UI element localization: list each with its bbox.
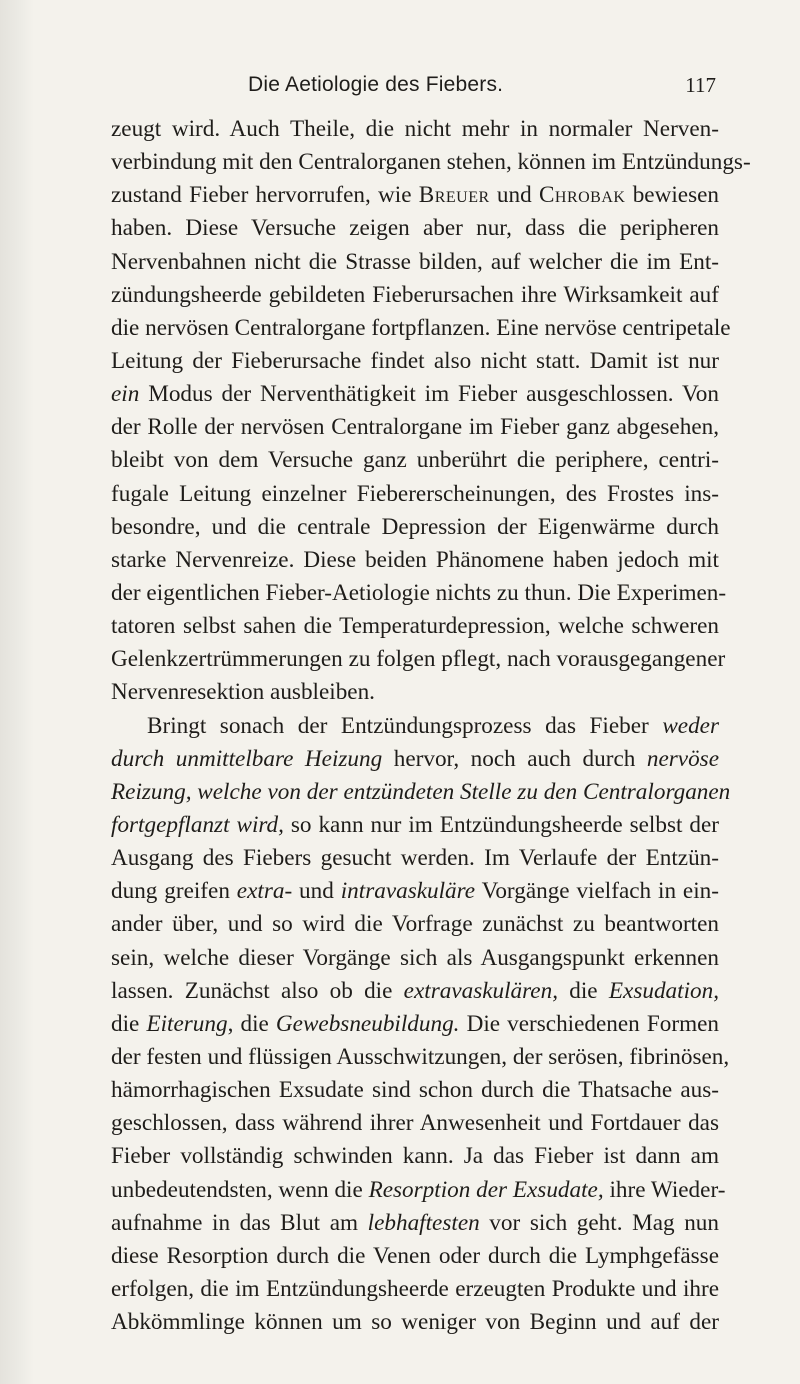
text-line: Ausgang des Fiebers gesucht werden. Im Verlaufe der Entzün- [111, 845, 719, 872]
text-line: zustand Fieber hervorrufen, wie Breuer und Chrobak bewiesen [111, 182, 719, 209]
text-line: dung greifen extra- und intravaskuläre Vorgänge vielfach in ein- [111, 878, 719, 905]
text-line: starke Nervenreize. Diese beiden Phänomene haben jedoch mit [111, 546, 719, 573]
text-line: Abkömmlinge können um so weniger von Beginn und auf der [111, 1309, 719, 1336]
paragraph-start-line: Bringt sonach der Entzündungsprozess das Fieber weder [147, 712, 719, 739]
text-line: der Rolle der nervösen Centralorgane im Fieber ganz abgesehen, [111, 414, 719, 441]
author-name: Chrobak [538, 182, 626, 209]
text-line: bleibt von dem Versuche ganz unberührt die periphere, centri- [111, 447, 719, 474]
text-line: sein, welche dieser Vorgänge sich als Ausgangspunkt erkennen [111, 944, 719, 971]
text-line: die nervösen Centralorgane fortpflanzen. Eine nervöse centripetale [111, 314, 731, 341]
text-line: ein Modus der Nerventhätigkeit im Fieber ausgeschlossen. Von [111, 381, 719, 408]
text-line: fugale Leitung einzelner Fiebererscheinungen, des Frostes ins- [111, 480, 719, 507]
text-line: Nervenresektion ausbleiben. [111, 679, 375, 706]
text-line: tatoren selbst sahen die Temperaturdepression, welche schweren [111, 613, 719, 640]
text-line: der festen und flüssigen Ausschwitzungen, der serösen, fibrinösen, [111, 1043, 730, 1070]
text-line: die Eiterung, die Gewebsneubildung. Die verschiedenen Formen [111, 1010, 720, 1037]
text-line: zeugt wird. Auch Theile, die nicht mehr in normaler Nerven- [111, 116, 719, 142]
text-line: zündungsheerde gebildeten Fieberursachen ihre Wirksamkeit auf [111, 281, 719, 308]
text-line: Nervenbahnen nicht die Strasse bilden, auf welcher die im Ent- [111, 248, 719, 275]
text-line: Reizung, welche von der entzündeten Stelle zu den Centralorganen [111, 778, 731, 805]
running-header [0, 73, 800, 105]
text-line: erfolgen, die im Entzündungsheerde erzeugten Produkte und ihre [111, 1275, 719, 1302]
body-text [111, 113, 751, 1339]
text-line: hämorrhagischen Exsudate sind schon durch die Thatsache aus- [111, 1077, 719, 1104]
running-title: Die Aetiologie des Fiebers. [248, 73, 504, 96]
text-line: diese Resorption durch die Venen oder durch die Lymphgefässe [111, 1242, 719, 1269]
text-line: lassen. Zunächst also ob die extravaskulären, die Exsudation, [111, 977, 720, 1004]
page-number: 117 [685, 73, 716, 97]
text-line: aufnahme in das Blut am lebhaftesten vor sich geht. Mag nun [111, 1209, 719, 1236]
author-name: Breuer [418, 182, 490, 209]
text-line: Fieber vollständig schwinden kann. Ja das Fieber ist dann am [111, 1143, 719, 1170]
page-gutter-shadow [0, 0, 34, 1384]
text-line: haben. Diese Versuche zeigen aber nur, dass die peripheren [111, 215, 719, 242]
text-line: durch unmittelbare Heizung hervor, noch auch durch nervöse [111, 745, 720, 772]
text-line: ander über, und so wird die Vorfrage zunächst zu beantworten [111, 911, 719, 938]
text-line: unbedeutendsten, wenn die Resorption der Exsudate, ihre Wieder- [111, 1176, 726, 1203]
text-line: besondre, und die centrale Depression der Eigenwärme durch [111, 513, 719, 540]
text-line: fortgepflanzt wird, so kann nur im Entzündungsheerde selbst der [111, 811, 719, 838]
text-line: geschlossen, dass während ihrer Anwesenheit und Fortdauer das [111, 1110, 719, 1137]
text-line: verbindung mit den Centralorganen stehen, können im Entzündungs- [111, 149, 751, 176]
text-line: Gelenkzertrümmerungen zu folgen pflegt, nach vorausgegangener [111, 646, 726, 673]
text-line: Leitung der Fieberursache findet also nicht statt. Damit ist nur [111, 347, 719, 374]
text-line: der eigentlichen Fieber-Aetiologie nichts zu thun. Die Experimen- [111, 579, 727, 606]
